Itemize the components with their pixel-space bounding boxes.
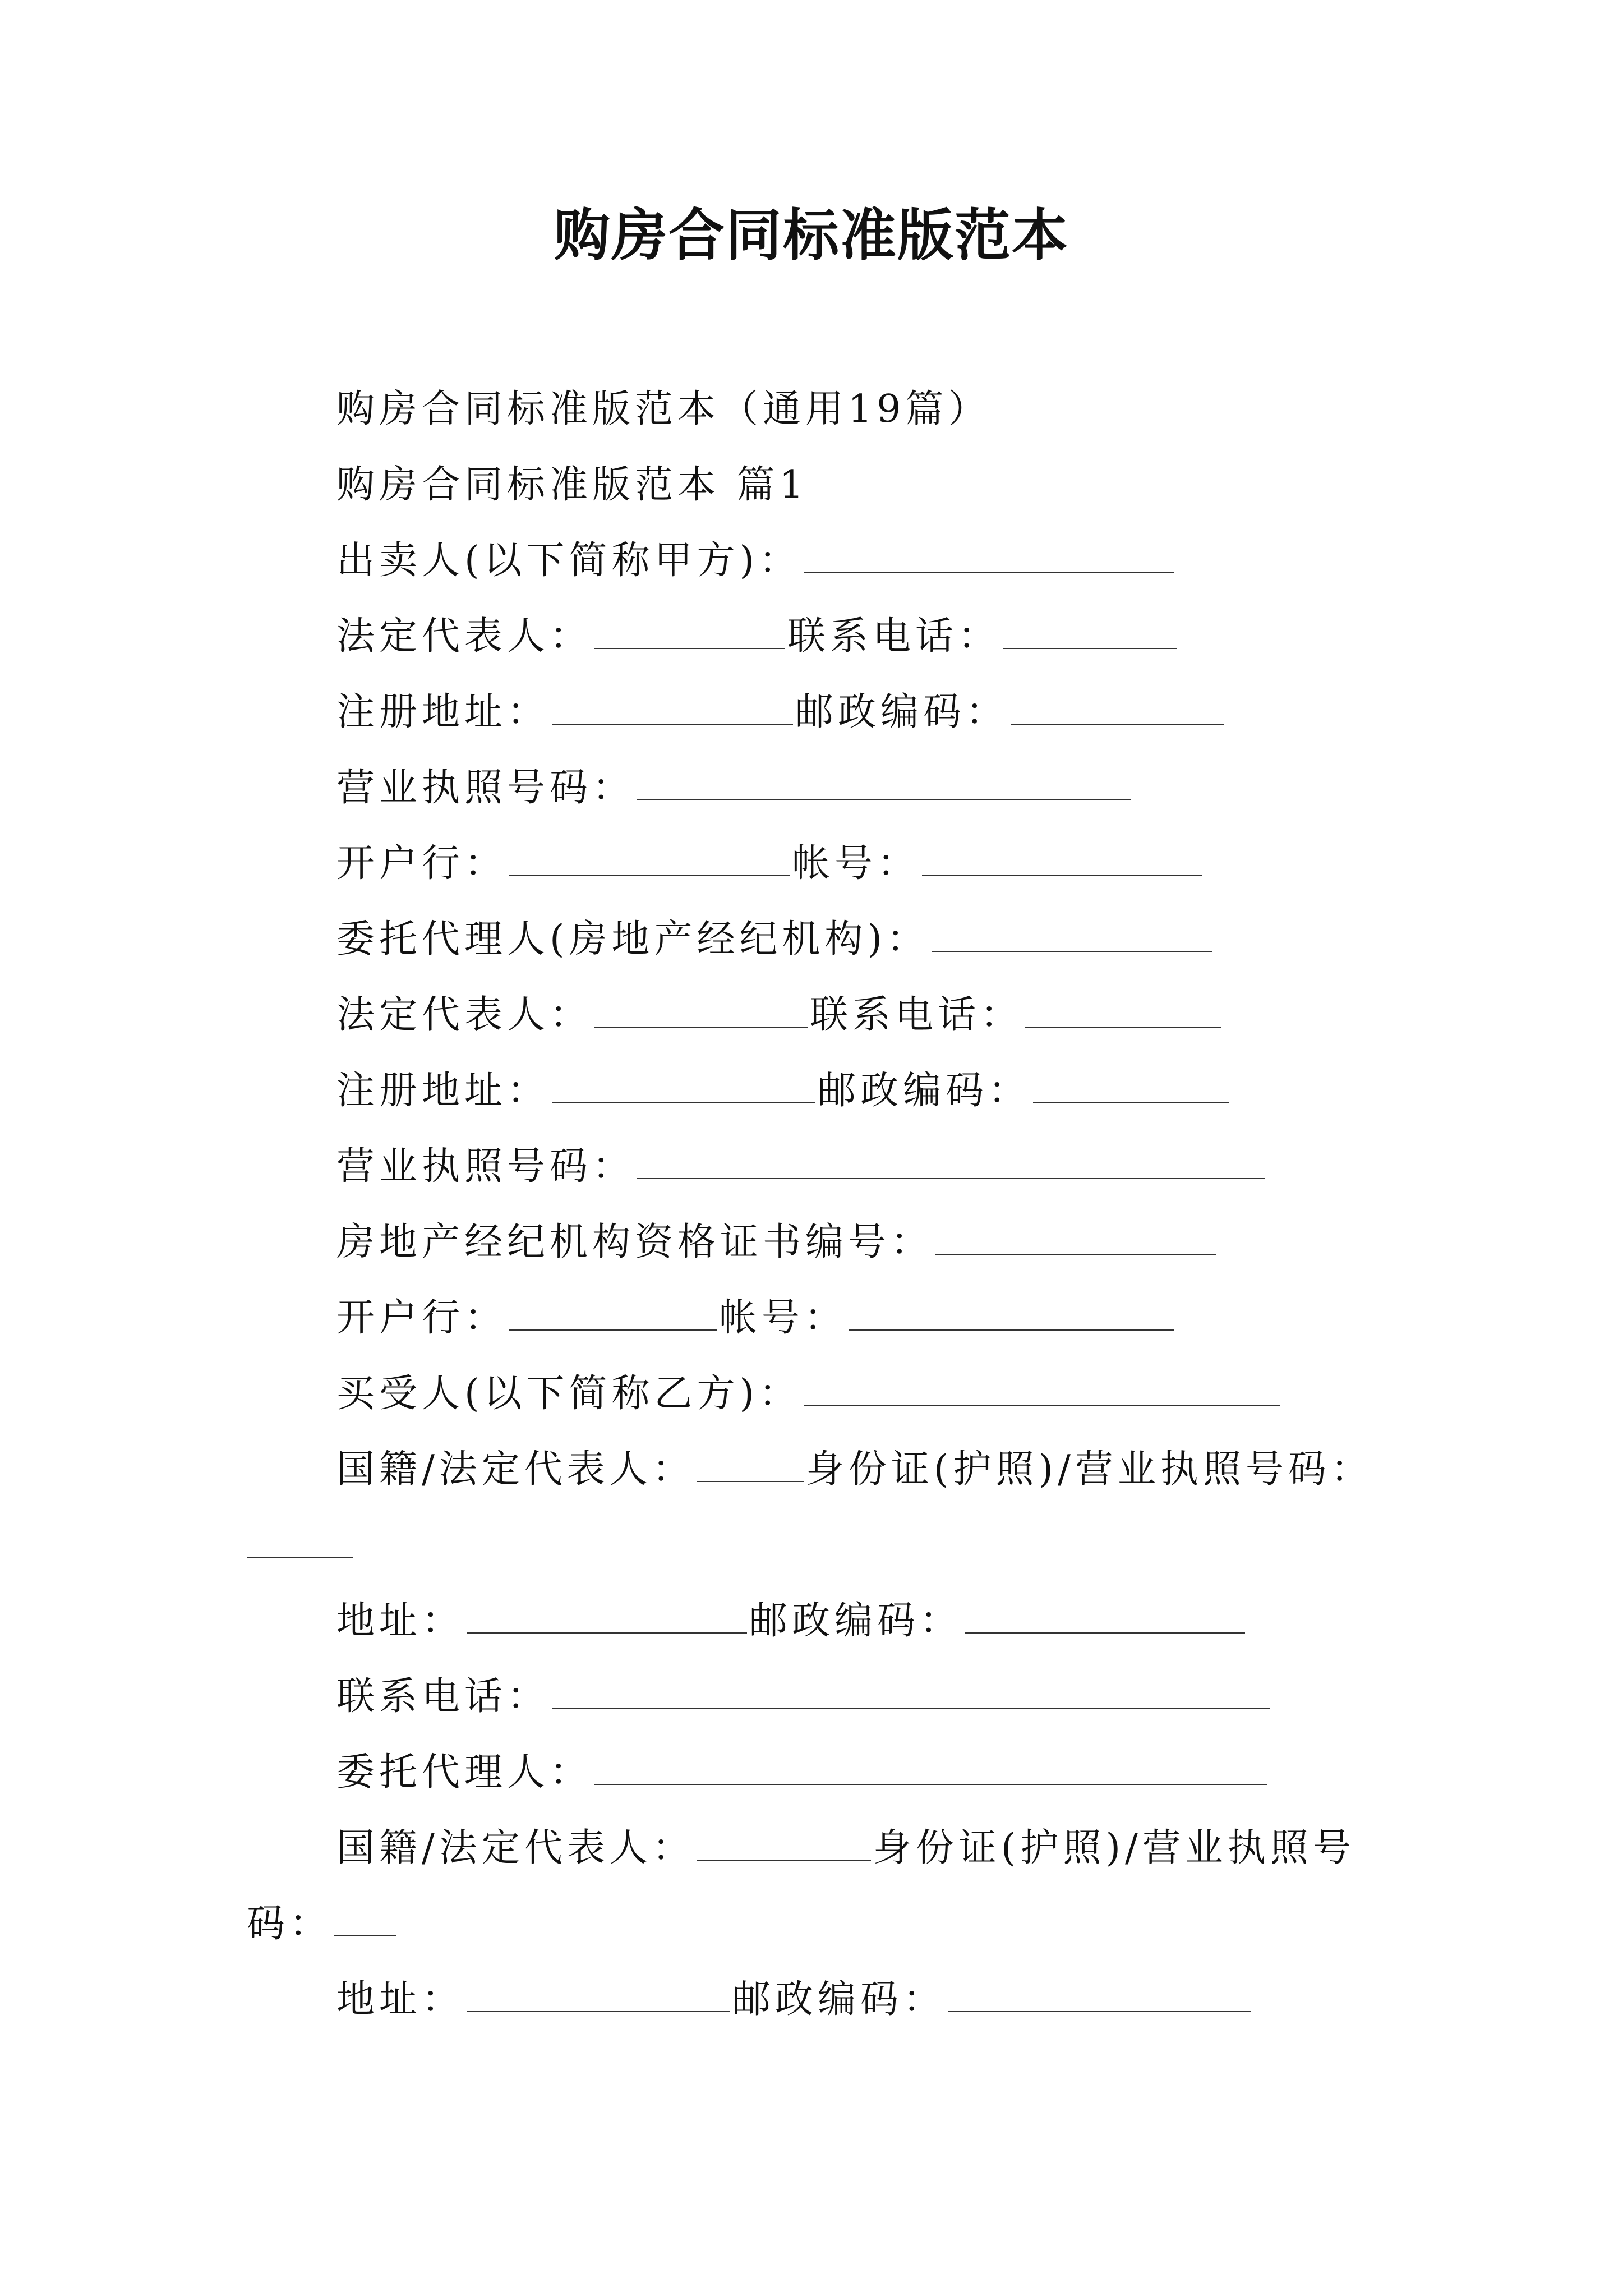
field-label: 开户行： (336, 841, 508, 886)
field-label: 国籍/法定代表人： (336, 1447, 695, 1492)
form-line-agent-certificate (336, 1214, 1218, 1271)
form-line-buyer-agent-address (336, 1972, 1253, 2028)
document-subtitle: 购房合同标准版范本（通用19篇） (336, 387, 991, 431)
form-line-buyer-rep-continuation (247, 1517, 356, 1573)
blank-field[interactable] (1025, 992, 1221, 1028)
blank-field[interactable] (948, 1976, 1251, 2012)
blank-field[interactable] (552, 1673, 1270, 1709)
blank-field[interactable] (932, 916, 1212, 952)
field-label: 邮政编码： (818, 1069, 1031, 1113)
blank-field[interactable] (594, 613, 785, 649)
form-line-buyer-agent (336, 1745, 1270, 1801)
blank-field[interactable] (935, 1219, 1216, 1255)
field-label: 法定代表人： (336, 614, 593, 659)
blank-field[interactable] (334, 1901, 396, 1936)
field-label: 帐号： (792, 841, 920, 886)
field-label: 开户行： (336, 1296, 508, 1340)
field-label: 帐号： (719, 1296, 847, 1340)
field-label: 联系电话： (810, 993, 1023, 1037)
blank-field[interactable] (1033, 1068, 1229, 1103)
field-label: 国籍/法定代表人： (336, 1826, 695, 1870)
section-heading: 购房合同标准版范本 篇1 (336, 463, 808, 507)
field-label: 出卖人(以下简称甲方)： (336, 539, 802, 583)
field-label: 注册地址： (336, 690, 550, 734)
blank-field[interactable] (552, 689, 793, 725)
form-line-seller-license (336, 760, 1133, 816)
blank-field[interactable] (594, 1749, 1267, 1785)
blank-field[interactable] (637, 1143, 1265, 1179)
blank-field[interactable] (922, 840, 1202, 876)
field-label: 身份证(护照)/营业执照号 (873, 1826, 1355, 1870)
field-label: 邮政编码： (732, 1977, 946, 2022)
field-label: 营业执照号码： (336, 766, 635, 810)
form-line-seller-address (336, 684, 1226, 740)
blank-field[interactable] (552, 1068, 815, 1103)
blank-field[interactable] (467, 1976, 730, 2012)
field-label: 邮政编码： (795, 690, 1009, 734)
blank-field[interactable] (697, 1825, 871, 1861)
field-label: 地址： (336, 1977, 465, 2022)
field-label: 房地产经纪机构资格证书编号： (336, 1220, 934, 1264)
blank-field[interactable] (1003, 613, 1177, 649)
field-label: 联系电话： (336, 1674, 550, 1719)
field-label: 地址： (336, 1599, 465, 1643)
blank-field[interactable] (1011, 689, 1224, 725)
form-line-seller-rep (336, 609, 1179, 665)
form-line-buyer-rep (336, 1442, 1373, 1498)
form-line-agent-license (336, 1139, 1267, 1195)
field-label: 营业执照号码： (336, 1144, 635, 1189)
form-line-agent-address (336, 1063, 1232, 1119)
blank-field[interactable] (804, 537, 1174, 573)
field-label: 码： (247, 1902, 333, 1946)
field-label: 注册地址： (336, 1069, 550, 1113)
form-line-agent-bank (336, 1290, 1177, 1346)
field-label: 法定代表人： (336, 993, 593, 1037)
document-title: 购房合同标准版范本 (554, 203, 1069, 268)
field-label: 委托代理人(房地产经纪机构)： (336, 917, 930, 961)
blank-field[interactable] (247, 1522, 353, 1558)
field-label: 邮政编码： (749, 1599, 963, 1643)
blank-field[interactable] (804, 1370, 1280, 1406)
blank-field[interactable] (637, 765, 1131, 800)
field-label: 身份证(护照)/营业执照号码： (805, 1447, 1373, 1492)
form-line-agent-rep (336, 987, 1224, 1043)
field-label: 买受人(以下简称乙方)： (336, 1372, 802, 1416)
blank-field[interactable] (849, 1295, 1174, 1331)
form-line-seller-bank (336, 836, 1205, 892)
blank-field[interactable] (509, 1295, 717, 1331)
blank-field[interactable] (965, 1598, 1245, 1634)
form-line-buyer (336, 1366, 1283, 1422)
blank-field[interactable] (467, 1598, 747, 1634)
form-line-agent (336, 912, 1214, 968)
form-line-buyer-address (336, 1593, 1247, 1649)
field-label: 委托代理人： (336, 1750, 593, 1795)
field-label: 联系电话： (787, 614, 1001, 659)
form-line-buyer-agent-rep-continuation (247, 1896, 398, 1952)
blank-field[interactable] (509, 840, 790, 876)
form-line-seller (336, 533, 1176, 589)
form-line-buyer-phone (336, 1669, 1272, 1725)
blank-field[interactable] (594, 992, 808, 1028)
blank-field[interactable] (697, 1446, 804, 1482)
form-line-buyer-agent-rep (336, 1820, 1355, 1876)
